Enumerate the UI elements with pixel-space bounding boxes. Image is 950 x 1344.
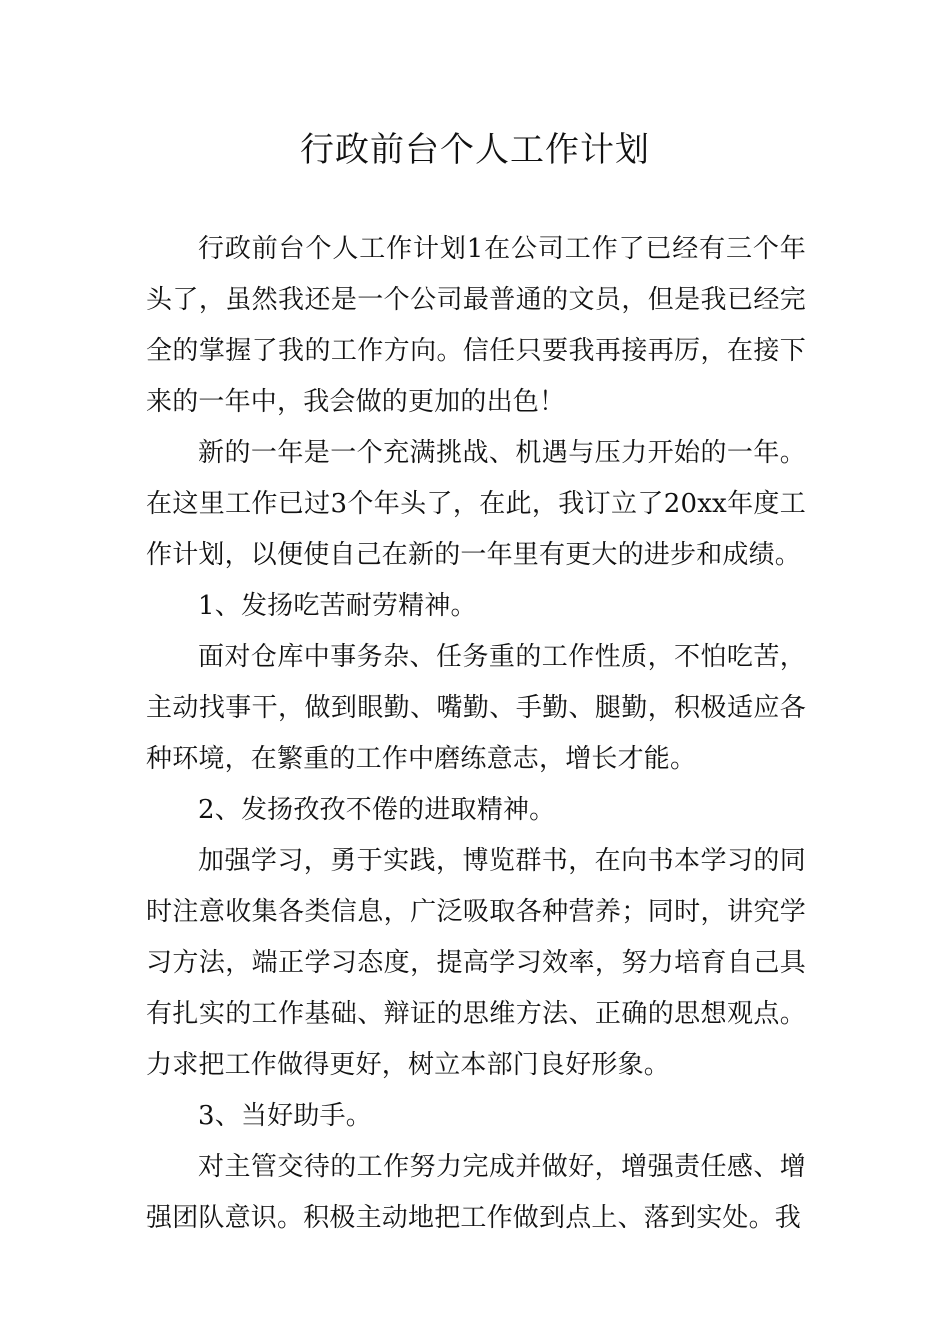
heading-item-1: 1、发扬吃苦耐劳精神。 — [198, 591, 477, 621]
heading-item-2: 2、发扬孜孜不倦的进取精神。 — [198, 795, 556, 825]
paragraph-item-2: 加强学习，勇于实践，博览群书，在向书本学习的同时注意收集各类信息，广泛吸取各种营养；同时，讲究学习方法，端正学习态度，提高学习效率，努力培育自己具有扎实的工作基础、辩证的思维方法、正确的思想观点。力求把工作做得更好，树立本部门良好形象。 — [146, 846, 806, 1080]
paragraph-item-3: 对主管交待的工作努力完成并做好，增强责任感、增强团队意识。积极主动地把工作做到点上、落到实处。我 — [146, 1152, 806, 1233]
paragraph-new-year: 新的一年是一个充满挑战、机遇与压力开始的一年。在这里工作已过3个年头了，在此，我订立了20xx年度工作计划，以便使自己在新的一年里有更大的进步和成绩。 — [146, 438, 806, 570]
heading-item-3: 3、当好助手。 — [198, 1101, 372, 1131]
paragraph-intro: 行政前台个人工作计划1在公司工作了已经有三个年头了，虽然我还是一个公司最普通的文员，但是我已经完全的掌握了我的工作方向。信任只要我再接再厉，在接下来的一年中，我会做的更加的出色！ — [146, 234, 806, 417]
document-title: 行政前台个人工作计划 — [300, 130, 650, 170]
document-body — [146, 224, 806, 1244]
paragraph-item-1: 面对仓库中事务杂、任务重的工作性质，不怕吃苦，主动找事干，做到眼勤、嘴勤、手勤、腿勤，积极适应各种环境，在繁重的工作中磨练意志，增长才能。 — [146, 642, 806, 774]
